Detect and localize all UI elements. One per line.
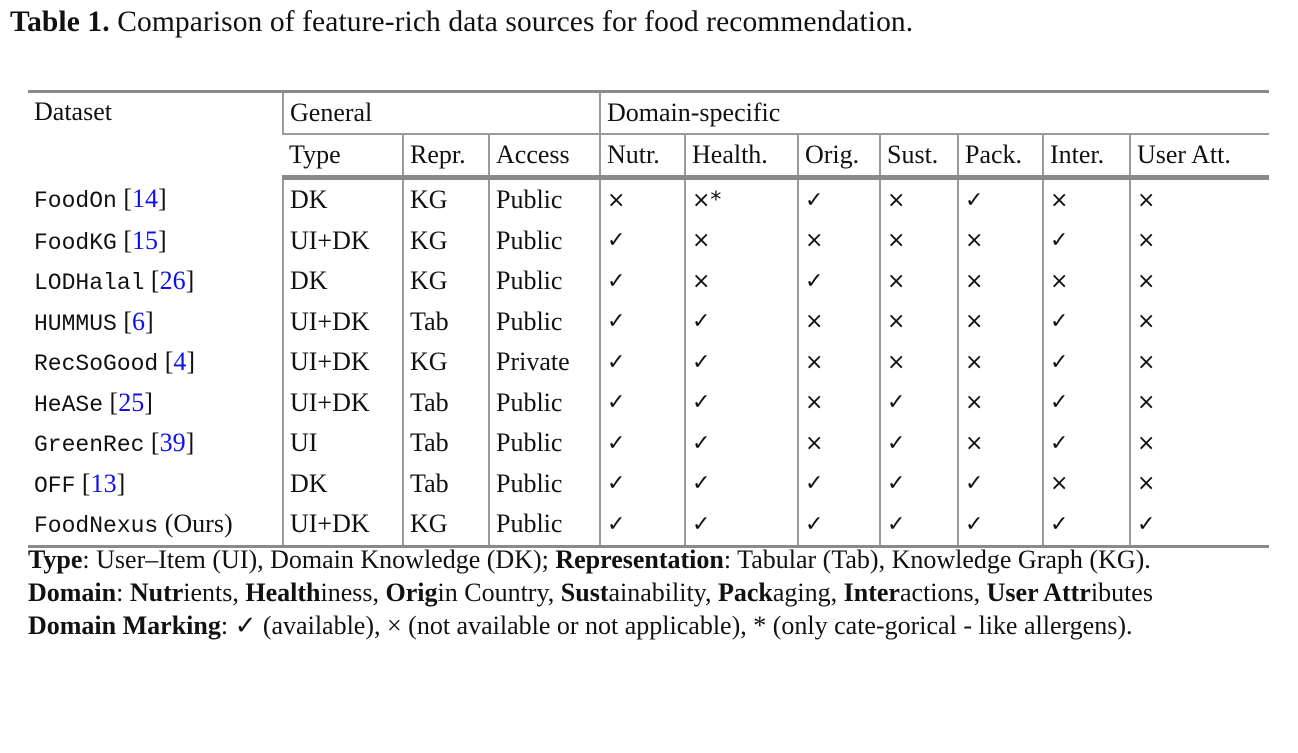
check-icon: ✓	[600, 464, 685, 505]
check-icon: ✓	[958, 178, 1043, 221]
dataset-name: FoodKG	[34, 229, 117, 256]
citation-link[interactable]: 39	[159, 428, 186, 458]
table-row	[28, 178, 1269, 221]
column-header-user-att: User Att.	[1130, 134, 1269, 178]
dataset-cell	[28, 504, 283, 546]
cross-icon: ×	[1130, 261, 1269, 302]
comparison-table	[28, 90, 1269, 548]
note-term: Domain Marking	[28, 611, 221, 640]
citation-link[interactable]: 6	[132, 306, 145, 336]
cross-icon: ×	[958, 423, 1043, 464]
check-icon: ✓	[1130, 504, 1269, 546]
note-text: ainability,	[608, 578, 718, 607]
repr-cell: Tab	[403, 464, 489, 505]
citation-link[interactable]: 15	[132, 225, 158, 255]
cross-icon: ×	[1130, 221, 1269, 262]
type-cell: UI+DK	[283, 504, 403, 546]
check-icon: ✓	[600, 423, 685, 464]
column-header-orig: Orig.	[798, 134, 880, 178]
note-text: : Tabular (Tab), Knowledge Graph (KG).	[723, 545, 1151, 574]
check-icon: ✓	[798, 178, 880, 221]
table-caption	[10, 6, 1295, 39]
dataset-cell: FoodKG [15]	[34, 225, 167, 256]
note-term: Orig	[385, 578, 438, 607]
check-icon: ✓	[685, 464, 798, 505]
column-header-health: Health.	[685, 134, 798, 178]
cross-icon: ×	[798, 302, 880, 343]
column-header-repr: Repr.	[403, 134, 489, 178]
note-text: : ✓ (available), × (not available or not applicable), * (only cate-gorical - like allergens).	[220, 611, 1133, 640]
cross-icon: ×	[685, 261, 798, 302]
type-cell: UI+DK	[283, 342, 403, 383]
repr-cell: KG	[403, 261, 489, 302]
access-cell: Private	[489, 342, 600, 383]
note-term: Sust	[560, 578, 609, 607]
cross-icon: ×	[880, 221, 958, 262]
citation-link[interactable]: 25	[118, 387, 145, 417]
repr-cell: KG	[403, 221, 489, 262]
access-cell: Public	[489, 383, 600, 424]
citation-link[interactable]: 26	[159, 266, 186, 296]
note-text: : User–Item (UI), Domain Knowledge (DK);	[82, 545, 556, 574]
note-term: Representation	[555, 545, 724, 574]
access-cell: Public	[489, 423, 600, 464]
check-icon: ✓	[1043, 342, 1130, 383]
header-general: General	[283, 92, 600, 135]
check-icon: ✓	[600, 504, 685, 546]
access-cell: Public	[489, 221, 600, 262]
repr-cell: Tab	[403, 302, 489, 343]
check-icon: ✓	[685, 504, 798, 546]
header-dataset: Dataset	[28, 92, 283, 178]
check-icon: ✓	[880, 423, 958, 464]
check-icon: ✓	[1043, 221, 1130, 262]
cross-icon: ×	[1043, 261, 1130, 302]
citation-link[interactable]: 14	[132, 184, 158, 213]
repr-cell: Tab	[403, 423, 489, 464]
dataset-name: GreenRec	[34, 432, 145, 459]
note-term: Type	[28, 545, 83, 574]
caption-label: Table 1.	[10, 6, 110, 38]
note-domain-marking	[28, 609, 1266, 642]
check-icon: ✓	[880, 383, 958, 424]
check-icon: ✓	[1043, 383, 1130, 424]
column-header-nutr: Nutr.	[600, 134, 685, 178]
check-icon: ✓	[880, 504, 958, 546]
table-notes	[28, 543, 1266, 642]
note-text: in Country,	[437, 578, 561, 607]
dataset-cell: HUMMUS [6]	[34, 306, 154, 337]
table-row	[28, 342, 1269, 383]
cross-icon: ×	[1130, 423, 1269, 464]
note-text: ibutes	[1090, 578, 1153, 607]
note-text: actions,	[899, 578, 987, 607]
dataset-name: RecSoGood	[34, 351, 159, 378]
note-text: iness,	[320, 578, 386, 607]
dataset-cell: LODHalal [26]	[34, 266, 195, 297]
dataset-suffix: (Ours)	[158, 509, 233, 539]
cross-icon: ×	[600, 178, 685, 221]
repr-cell: KG	[403, 178, 489, 221]
check-icon: ✓	[685, 383, 798, 424]
dataset-name: LODHalal	[34, 270, 145, 297]
dataset-name: HUMMUS	[34, 310, 117, 337]
cross-icon: ×	[958, 342, 1043, 383]
cross-icon: ×	[798, 342, 880, 383]
cross-icon: ×	[958, 221, 1043, 262]
check-icon: ✓	[798, 261, 880, 302]
dataset-cell: GreenRec [39]	[34, 428, 195, 459]
cross-icon: ×	[880, 261, 958, 302]
note-term: Inter	[843, 578, 900, 607]
dataset-cell: HeASe [25]	[34, 387, 153, 418]
cross-icon: ×*	[685, 178, 798, 221]
note-text: ients,	[183, 578, 246, 607]
cross-icon: ×	[798, 221, 880, 262]
table-row	[28, 383, 1269, 424]
check-icon: ✓	[798, 504, 880, 546]
column-header-access: Access	[489, 134, 600, 178]
dataset-name: FoodNexus	[34, 513, 159, 540]
cross-icon: ×	[1130, 383, 1269, 424]
cross-icon: ×	[1043, 464, 1130, 505]
type-cell: DK	[283, 261, 403, 302]
citation-link[interactable]: 13	[90, 468, 117, 498]
check-icon: ✓	[600, 383, 685, 424]
note-term: Nutr	[129, 578, 184, 607]
check-icon: ✓	[958, 504, 1043, 546]
access-cell: Public	[489, 178, 600, 221]
cross-icon: ×	[880, 342, 958, 383]
check-icon: ✓	[685, 342, 798, 383]
column-header-pack: Pack.	[958, 134, 1043, 178]
column-header-inter: Inter.	[1043, 134, 1130, 178]
cross-icon: ×	[798, 423, 880, 464]
cross-icon: ×	[798, 383, 880, 424]
repr-cell: Tab	[403, 383, 489, 424]
type-cell: DK	[283, 178, 403, 221]
note-text: :	[116, 578, 130, 607]
access-cell: Public	[489, 504, 600, 546]
type-cell: UI+DK	[283, 302, 403, 343]
cross-icon: ×	[958, 383, 1043, 424]
cross-icon: ×	[958, 302, 1043, 343]
type-cell: UI+DK	[283, 383, 403, 424]
dataset-cell: FoodOn [14]	[34, 184, 167, 214]
dataset-cell: OFF [13]	[34, 468, 126, 499]
cross-icon: ×	[1130, 464, 1269, 505]
access-cell: Public	[489, 302, 600, 343]
check-icon: ✓	[685, 302, 798, 343]
dataset-name: HeASe	[34, 391, 104, 418]
check-icon: ✓	[600, 342, 685, 383]
column-header-type: Type	[283, 134, 403, 178]
cross-icon: ×	[1130, 178, 1269, 221]
note-term: Pack	[718, 578, 773, 607]
cross-icon: ×	[1043, 178, 1130, 221]
cross-icon: ×	[880, 178, 958, 221]
note-type-representation	[28, 543, 1266, 576]
cross-icon: ×	[880, 302, 958, 343]
access-cell: Public	[489, 261, 600, 302]
check-icon: ✓	[1043, 302, 1130, 343]
note-text: aging,	[772, 578, 844, 607]
cross-icon: ×	[1130, 342, 1269, 383]
table-row	[28, 464, 1269, 505]
note-domain	[28, 576, 1266, 609]
repr-cell: KG	[403, 504, 489, 546]
table-row	[28, 261, 1269, 302]
caption-text: Comparison of feature-rich data sources for food recommendation.	[109, 6, 914, 38]
note-term: User Attr	[986, 578, 1091, 607]
check-icon: ✓	[1043, 423, 1130, 464]
citation-link[interactable]: 4	[173, 347, 187, 377]
check-icon: ✓	[880, 464, 958, 505]
check-icon: ✓	[798, 464, 880, 505]
type-cell: UI+DK	[283, 221, 403, 262]
cross-icon: ×	[1130, 302, 1269, 343]
dataset-name: FoodOn	[34, 188, 117, 214]
check-icon: ✓	[600, 221, 685, 262]
cross-icon: ×	[685, 221, 798, 262]
table-row	[28, 302, 1269, 343]
repr-cell: KG	[403, 342, 489, 383]
header-domain-specific: Domain-specific	[600, 92, 1269, 135]
note-term: Health	[245, 578, 321, 607]
dataset-name: OFF	[34, 472, 76, 499]
cross-icon: ×	[958, 261, 1043, 302]
table-row	[28, 504, 1269, 546]
type-cell: DK	[283, 464, 403, 505]
check-icon: ✓	[1043, 504, 1130, 546]
check-icon: ✓	[958, 464, 1043, 505]
table-row	[28, 423, 1269, 464]
check-icon: ✓	[600, 261, 685, 302]
check-icon: ✓	[685, 423, 798, 464]
dataset-cell: RecSoGood [4]	[34, 347, 196, 378]
column-header-sust: Sust.	[880, 134, 958, 178]
type-cell: UI	[283, 423, 403, 464]
access-cell: Public	[489, 464, 600, 505]
note-term: Domain	[28, 578, 117, 607]
table-row	[28, 221, 1269, 262]
check-icon: ✓	[600, 302, 685, 343]
